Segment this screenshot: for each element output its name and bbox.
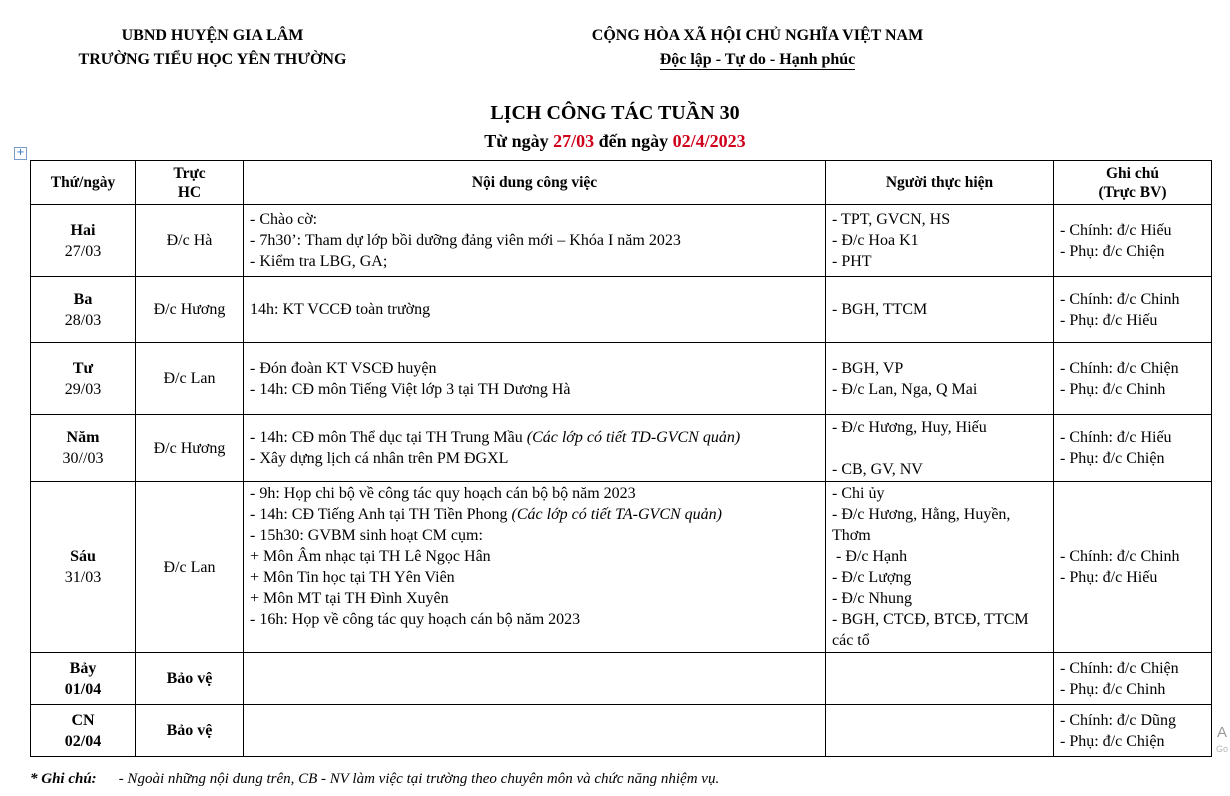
day-cell [31,415,136,482]
day-name: Bảy [69,659,97,677]
footer-text: - Ngoài những nội dung trên, CB - NV làm việc tại trường theo chuyên môn và chức năng nhiệm vụ. [118,771,720,787]
content-italic-note: (Các lớp có tiết TA-GVCN quản) [511,506,722,523]
header-day: Thứ/ngày [31,161,136,205]
content-cell [244,705,826,757]
date-range-prefix: Từ ngày [484,131,554,151]
national-motto [555,24,960,72]
header-content: Nội dung công việc [244,161,826,205]
note-line: - Phụ: đ/c Hiếu [1060,311,1158,329]
day-name: Tư [72,359,94,377]
content-italic-note: (Các lớp có tiết TD-GVCN quản) [526,429,741,446]
person-line: - BGH, VP [832,359,904,377]
content-cell [244,482,826,653]
header-person: Người thực hiện [826,161,1054,205]
page-title: LỊCH CÔNG TÁC TUẦN 30 [490,102,740,124]
table-header-row [31,161,1212,205]
day-date: 31/03 [64,569,102,586]
person-line: - BGH, TTCM [832,301,928,318]
content-line: + Môn Âm nhạc tại TH Lê Ngọc Hân [250,548,491,565]
table-row [31,415,1212,482]
note-line: - Chính: đ/c Chiện [1060,659,1179,677]
person-line: - Đ/c Hương, Hằng, Huyền, Thơm [832,506,1011,544]
person-line [832,438,1047,459]
person-cell [826,482,1054,653]
content-line: - Xây dựng lịch cá nhân trên PM ĐGXL [250,450,509,467]
duty-cell: Đ/c Lan [136,343,244,415]
date-range-middle: đến ngày [594,131,673,151]
duty-cell: Đ/c Lan [136,482,244,653]
note-line: - Chính: đ/c Chiện [1060,359,1179,377]
note-cell [1054,205,1212,277]
motto-text: Độc lập - Tự do - Hạnh phúc [659,51,856,68]
note-line: - Phụ: đ/c Chinh [1060,380,1166,398]
table-move-handle-icon[interactable]: + [14,147,27,160]
note-line: - Phụ: đ/c Chiện [1060,450,1165,467]
date-range [0,131,1230,152]
duty-cell: Đ/c Hương [136,415,244,482]
person-cell [826,705,1054,757]
day-name: Hai [70,221,96,239]
person-cell [826,343,1054,415]
header-duty-l1: Trực [173,164,206,182]
person-line: - Chi ủy [832,485,885,502]
table-row [31,653,1212,705]
person-cell [826,277,1054,343]
header-note-l1: Ghi chú [1106,164,1159,182]
school-name [40,48,385,72]
person-cell [826,653,1054,705]
person-line: - Đ/c Hoa K1 [832,232,919,249]
day-date: 02/04 [64,732,102,750]
footer-label: * Ghi chú: [30,771,97,787]
day-date: 01/04 [64,680,102,698]
note-cell [1054,277,1212,343]
header-note [1054,161,1212,205]
content-cell [244,205,826,277]
table-row [31,277,1212,343]
content-line: - Đón đoàn KT VSCĐ huyện [250,359,437,377]
note-line: - Phụ: đ/c Chiện [1060,242,1165,260]
day-cell [31,482,136,653]
table-row [31,343,1212,415]
content-line: - 16h: Họp về công tác quy hoạch cán bộ năm 2023 [250,611,581,628]
table-row [31,705,1212,757]
note-cell [1054,653,1212,705]
day-date: 27/03 [64,242,102,260]
duty-cell: Bảo vệ [136,705,244,757]
note-line: - Chính: đ/c Hiếu [1060,221,1172,239]
person-line: - PHT [832,253,872,270]
note-line: - Chính: đ/c Chinh [1060,290,1180,308]
content-line: - 15h30: GVBM sinh hoạt CM cụm: [250,527,483,544]
content-line: - Chào cờ: [250,211,318,228]
header-note-l2: (Trực BV) [1098,183,1167,201]
date-from: 27/03 [553,131,595,151]
note-cell [1054,705,1212,757]
day-date: 29/03 [64,380,102,398]
schedule-table [30,160,1212,757]
person-line: - BGH, CTCĐ, BTCĐ, TTCM các tổ [832,611,1029,649]
content-cell [244,653,826,705]
edge-glyph: A [1217,724,1228,741]
note-cell [1054,482,1212,653]
content-line: - 14h: CĐ môn Tiếng Việt lớp 3 tại TH Dương Hà [250,380,571,398]
duty-cell: Đ/c Hương [136,277,244,343]
person-line: - Đ/c Hương, Huy, Hiếu [832,419,987,436]
day-name: Năm [66,429,100,446]
republic-name: CỘNG HÒA XÃ HỘI CHỦ NGHĨA VIỆT NAM [591,27,924,44]
note-line: - Phụ: đ/c Hiếu [1060,569,1158,586]
date-to: 02/4/2023 [672,131,746,151]
org-header [40,24,385,72]
duty-cell: Đ/c Hà [136,205,244,277]
person-line: - Đ/c Nhung [832,590,912,607]
note-cell [1054,343,1212,415]
motto-line [555,48,960,72]
day-name: Sáu [70,548,96,565]
content-line: - Kiểm tra LBG, GA; [250,253,388,270]
person-line: - Đ/c Lượng [832,569,912,586]
content-line: + Môn Tin học tại TH Yên Viên [250,569,455,586]
content-line [250,504,819,525]
note-cell [1054,415,1212,482]
content-cell [244,277,826,343]
day-cell [31,705,136,757]
person-cell [826,415,1054,482]
content-line: - 9h: Họp chi bộ về công tác quy hoạch cán bộ bộ năm 2023 [250,485,636,502]
content-cell [244,343,826,415]
content-line: 14h: KT VCCĐ toàn trường [250,301,431,318]
content-cell [244,415,826,482]
note-line: - Phụ: đ/c Chinh [1060,680,1166,698]
district-name: UBND HUYỆN GIA LÂM [121,27,304,44]
table-row [31,205,1212,277]
table-row [31,482,1212,653]
day-cell [31,205,136,277]
person-line: - CB, GV, NV [832,461,923,478]
person-cell [826,205,1054,277]
note-line: - Phụ: đ/c Chiện [1060,732,1165,750]
duty-cell: Bảo vệ [136,653,244,705]
day-name: CN [71,711,95,729]
day-cell [31,653,136,705]
day-date: 28/03 [64,311,102,329]
content-line [250,427,819,448]
day-date: 30//03 [62,450,104,467]
header-duty-l2: HC [177,183,202,201]
footer-note [30,771,719,788]
note-line: - Chính: đ/c Hiếu [1060,429,1172,446]
day-cell [31,277,136,343]
edge-small-text: Go [1216,744,1229,754]
content-line: + Môn MT tại TH Đình Xuyên [250,590,449,607]
day-cell [31,343,136,415]
person-line: - TPT, GVCN, HS [832,211,951,228]
content-main: - 14h: CĐ Tiếng Anh tại TH Tiền Phong [250,506,512,523]
header-duty [136,161,244,205]
content-main: - 14h: CĐ môn Thể dục tại TH Trung Mầu [250,429,527,446]
content-line: - 7h30’: Tham dự lớp bồi dưỡng đảng viên mới – Khóa I năm 2023 [250,232,681,249]
person-line: - Đ/c Hạnh [832,548,908,565]
day-name: Ba [73,290,93,308]
person-line: - Đ/c Lan, Nga, Q Mai [832,380,978,398]
note-line: - Chính: đ/c Dũng [1060,711,1176,729]
note-line: - Chính: đ/c Chinh [1060,548,1180,565]
school-name-text: TRƯỜNG TIỂU HỌC YÊN THƯỜNG [78,51,347,68]
